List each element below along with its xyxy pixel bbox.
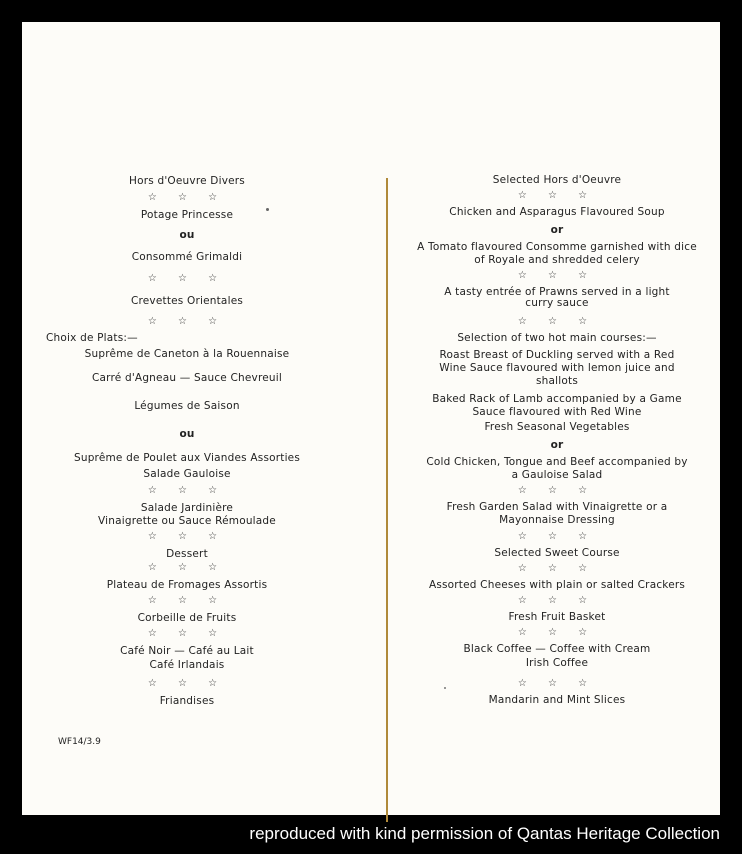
star-divider: ☆ ☆ ☆ (517, 563, 597, 574)
menu-item: A Tomato flavoured Consomme garnished with dice (417, 241, 697, 253)
menu-item: Black Coffee — Coffee with Cream (463, 643, 651, 655)
menu-connector: or (550, 224, 564, 236)
menu-item: a Gauloise Salad (511, 469, 603, 481)
star-divider: ☆ ☆ ☆ (517, 595, 597, 606)
menu-item: Crevettes Orientales (130, 295, 244, 307)
menu-item: Salade Jardinière (140, 502, 234, 514)
menu-item: Mayonnaise Dressing (499, 514, 615, 526)
menu-item: Café Noir — Café au Lait (120, 645, 254, 657)
star-divider: ☆ ☆ ☆ (147, 531, 227, 542)
menu-code: WF14/3.9 (58, 737, 101, 747)
menu-item: Fresh Seasonal Vegetables (484, 421, 630, 433)
star-divider: ☆ ☆ ☆ (517, 316, 597, 327)
menu-item: curry sauce (525, 297, 589, 309)
menu-item: Wine Sauce flavoured with lemon juice and (439, 362, 675, 374)
star-divider: ☆ ☆ ☆ (147, 595, 227, 606)
menu-item: Corbeille de Fruits (137, 612, 237, 624)
menu-item: Dessert (166, 548, 208, 560)
credit-caption: reproduced with kind permission of Qantas Heritage Collection (249, 824, 720, 843)
menu-item: Légumes de Saison (134, 400, 240, 412)
menu-item: Plateau de Fromages Assortis (106, 579, 268, 591)
menu-item: Consommé Grimaldi (131, 251, 243, 263)
menu-item: Suprême de Caneton à la Rouennaise (84, 348, 290, 360)
menu-item: A tasty entrée of Prawns served in a light (444, 286, 670, 298)
menu-item: Salade Gauloise (143, 468, 231, 480)
menu-item: Fresh Fruit Basket (508, 611, 606, 623)
star-divider: ☆ ☆ ☆ (147, 192, 227, 203)
menu-item: Hors d'Oeuvre Divers (129, 175, 245, 187)
star-divider: ☆ ☆ ☆ (517, 485, 597, 496)
menu-item: Roast Breast of Duckling served with a Red (439, 349, 675, 361)
menu-item: Cold Chicken, Tongue and Beef accompanied by (426, 456, 688, 468)
star-divider: ☆ ☆ ☆ (147, 562, 227, 573)
section-heading: Selection of two hot main courses:— (457, 332, 657, 344)
menu-item: Friandises (159, 695, 215, 707)
star-divider: ☆ ☆ ☆ (147, 273, 227, 284)
menu-item: Suprême de Poulet aux Viandes Assorties (73, 452, 301, 464)
menu-item: Potage Princesse (140, 209, 234, 221)
star-divider: ☆ ☆ ☆ (517, 190, 597, 201)
star-divider: ☆ ☆ ☆ (147, 628, 227, 639)
menu-item: Assorted Cheeses with plain or salted Crackers (428, 579, 686, 591)
menu-connector: ou (179, 428, 195, 440)
menu-item: Café Irlandais (149, 659, 225, 671)
section-heading: Choix de Plats:— (46, 332, 138, 344)
star-divider: ☆ ☆ ☆ (147, 316, 227, 327)
menu-item: Fresh Garden Salad with Vinaigrette or a (446, 501, 668, 513)
menu-card (22, 22, 720, 815)
star-divider: ☆ ☆ ☆ (147, 485, 227, 496)
menu-item: Mandarin and Mint Slices (488, 694, 626, 706)
star-divider: ☆ ☆ ☆ (517, 531, 597, 542)
menu-connector: ou (179, 229, 195, 241)
star-divider: ☆ ☆ ☆ (517, 678, 597, 689)
menu-item: Vinaigrette ou Sauce Rémoulade (98, 515, 276, 527)
menu-item: Chicken and Asparagus Flavoured Soup (449, 206, 665, 218)
menu-item: shallots (535, 375, 578, 387)
menu-item: Irish Coffee (525, 657, 589, 669)
menu-item: Selected Sweet Course (494, 547, 620, 559)
star-divider: ☆ ☆ ☆ (517, 627, 597, 638)
menu-item: of Royale and shredded celery (474, 254, 640, 266)
star-divider: ☆ ☆ ☆ (147, 678, 227, 689)
menu-item: Baked Rack of Lamb accompanied by a Game (432, 393, 682, 405)
menu-item: Sauce flavoured with Red Wine (472, 406, 642, 418)
star-divider: ☆ ☆ ☆ (517, 270, 597, 281)
menu-connector: or (550, 439, 564, 451)
menu-item: Carré d'Agneau — Sauce Chevreuil (92, 372, 282, 384)
menu-item: Selected Hors d'Oeuvre (492, 174, 622, 186)
column-divider (386, 178, 388, 822)
